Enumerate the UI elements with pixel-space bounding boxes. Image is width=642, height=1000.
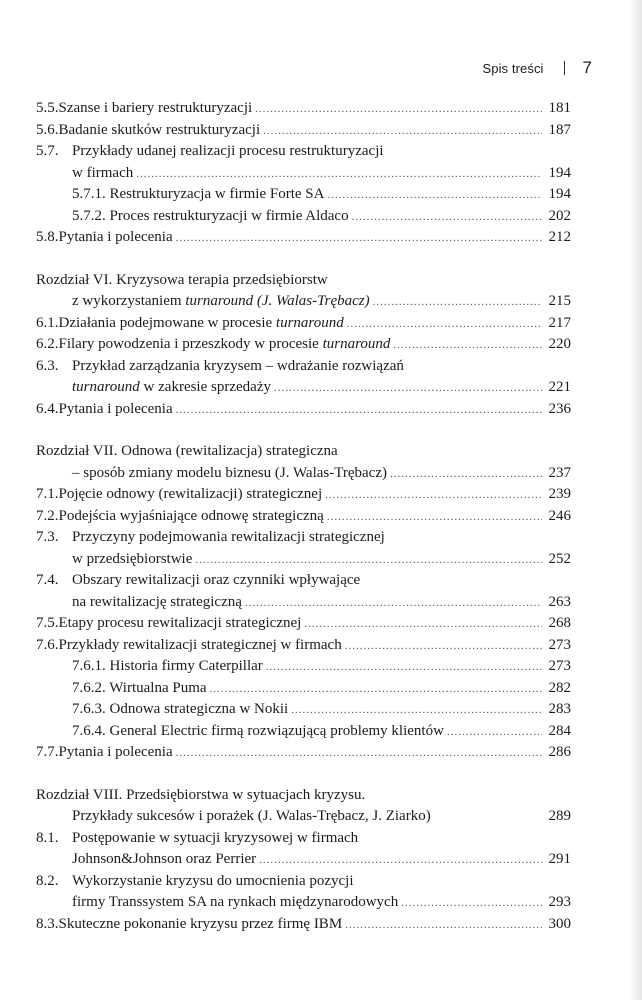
entry-page: 220 bbox=[548, 336, 571, 352]
toc-entry[interactable] bbox=[36, 828, 571, 850]
entry-page: 202 bbox=[548, 207, 571, 224]
entry-title: Badanie skutków restrukturyzacji bbox=[58, 121, 261, 138]
entry-title: Pytania i polecenia bbox=[58, 744, 173, 760]
toc-entry-continuation[interactable] bbox=[36, 849, 571, 871]
dot-leader bbox=[325, 485, 542, 507]
chapter-heading-continuation[interactable] bbox=[36, 291, 571, 313]
toc-entry[interactable] bbox=[36, 120, 571, 142]
toc-entry[interactable] bbox=[36, 356, 571, 378]
toc-entry[interactable] bbox=[36, 399, 571, 421]
entry-title: Przykłady rewitalizacji strategicznej w firmach bbox=[58, 636, 342, 653]
toc-subentry[interactable] bbox=[36, 699, 571, 721]
entry-number: 8.3. bbox=[36, 915, 59, 932]
running-header-title: Spis treści bbox=[482, 61, 544, 76]
entry-number: 6.2. bbox=[36, 336, 59, 352]
toc-entry-continuation[interactable] bbox=[36, 549, 571, 571]
entry-number: 5.5. bbox=[36, 100, 59, 116]
entry-page: 194 bbox=[548, 186, 571, 202]
entry-page: 268 bbox=[548, 615, 571, 631]
entry-title-text: w zakresie sprzedaży bbox=[139, 379, 271, 395]
running-header bbox=[482, 58, 592, 78]
entry-page: 273 bbox=[548, 658, 571, 674]
entry-page: 293 bbox=[548, 894, 571, 910]
entry-number: 7.3. bbox=[36, 529, 59, 545]
toc-entry-continuation[interactable] bbox=[36, 892, 571, 914]
entry-page: 300 bbox=[548, 915, 571, 932]
entry-page: 284 bbox=[548, 722, 571, 739]
entry-title: 7.6.3. Odnowa strategiczna w Nokii bbox=[72, 701, 289, 717]
chapter-title: Rozdział VI. Kryzysowa terapia przedsiębiorstw bbox=[36, 271, 328, 288]
entry-number: 6.1. bbox=[36, 314, 59, 331]
chapter-title: Rozdział VII. Odnowa (rewitalizacja) strategiczna bbox=[36, 443, 338, 459]
entry-title: Przykłady udanej realizacji procesu restrukturyzacji bbox=[72, 143, 384, 159]
entry-title-text: Działania podejmowane w procesie bbox=[58, 314, 276, 331]
toc-entry-continuation[interactable] bbox=[36, 377, 571, 399]
dot-leader bbox=[263, 121, 542, 143]
dot-leader bbox=[245, 593, 542, 615]
dot-leader bbox=[210, 679, 542, 701]
chapter-heading[interactable] bbox=[36, 785, 571, 807]
toc-entry[interactable] bbox=[36, 570, 571, 592]
entry-title: 7.6.1. Historia firmy Caterpillar bbox=[72, 658, 263, 674]
dot-leader bbox=[176, 743, 542, 765]
entry-title: Pojęcie odnowy (rewitalizacji) strategicznej bbox=[58, 486, 323, 502]
chapter-heading-continuation[interactable] bbox=[36, 463, 571, 485]
entry-title: Skuteczne pokonanie kryzysu przez firmę IBM bbox=[58, 915, 343, 932]
chapter-heading[interactable] bbox=[36, 270, 571, 292]
dot-leader bbox=[327, 185, 542, 207]
entry-page: 239 bbox=[548, 486, 571, 502]
entry-title: Etapy procesu rewitalizacji strategicznej bbox=[58, 615, 302, 631]
entry-page: 221 bbox=[548, 379, 571, 395]
dot-leader bbox=[327, 507, 542, 529]
toc-entry[interactable] bbox=[36, 227, 571, 249]
dot-leader bbox=[447, 722, 542, 744]
page-number: 7 bbox=[582, 58, 592, 77]
dot-leader bbox=[304, 614, 542, 636]
chapter-page: 289 bbox=[548, 808, 571, 824]
chapter-page: 215 bbox=[548, 293, 571, 309]
chapter-title-author: (J. Walas-Trębacz) bbox=[253, 293, 370, 309]
entry-page: 194 bbox=[548, 164, 571, 181]
dot-leader bbox=[291, 700, 542, 722]
header-separator bbox=[564, 61, 565, 75]
entry-number: 7.7. bbox=[36, 744, 59, 760]
toc-entry[interactable] bbox=[36, 98, 571, 120]
table-of-contents bbox=[36, 98, 571, 935]
dot-leader bbox=[401, 893, 542, 915]
chapter-heading[interactable] bbox=[36, 441, 571, 463]
entry-number: 5.7. bbox=[36, 143, 59, 159]
dot-leader bbox=[136, 164, 542, 186]
toc-entry[interactable] bbox=[36, 313, 571, 335]
entry-page: 273 bbox=[548, 636, 571, 653]
entry-page: 217 bbox=[548, 314, 571, 331]
entry-page: 187 bbox=[548, 121, 571, 138]
entry-page: 252 bbox=[548, 550, 571, 567]
chapter-title-part: z wykorzystaniem bbox=[72, 293, 186, 309]
entry-title: Pytania i polecenia bbox=[58, 229, 173, 245]
dot-leader bbox=[176, 228, 542, 250]
chapter-heading-continuation[interactable] bbox=[36, 806, 571, 828]
entry-title: Obszary rewitalizacji oraz czynniki wpływające bbox=[72, 572, 361, 588]
entry-number: 6.3. bbox=[36, 357, 59, 374]
dot-leader bbox=[195, 550, 542, 572]
toc-entry[interactable] bbox=[36, 613, 571, 635]
entry-page: 283 bbox=[548, 701, 571, 717]
entry-number: 5.8. bbox=[36, 229, 59, 245]
dot-leader bbox=[266, 657, 542, 679]
dot-leader bbox=[393, 335, 542, 357]
dot-leader bbox=[347, 314, 542, 336]
entry-title: Wykorzystanie kryzysu do umocnienia pozycji bbox=[72, 872, 354, 889]
entry-number: 7.2. bbox=[36, 507, 59, 524]
toc-entry[interactable] bbox=[36, 871, 571, 893]
entry-number: 7.4. bbox=[36, 572, 59, 588]
chapter-title-italic: turnaround bbox=[185, 293, 254, 309]
entry-page: 181 bbox=[548, 100, 571, 116]
chapter-page: 237 bbox=[548, 464, 571, 481]
toc-subentry[interactable] bbox=[36, 184, 571, 206]
dot-leader bbox=[345, 636, 542, 658]
entry-number: 6.4. bbox=[36, 400, 59, 417]
chapter-title: Rozdział VIII. Przedsiębiorstwa w sytuacjach kryzysu. bbox=[36, 786, 366, 803]
entry-title-italic: turnaround bbox=[72, 379, 140, 395]
toc-entry[interactable] bbox=[36, 742, 571, 764]
entry-page: 286 bbox=[548, 744, 571, 760]
entry-title bbox=[59, 334, 391, 356]
entry-page: 236 bbox=[548, 400, 571, 417]
entry-page: 291 bbox=[548, 851, 571, 867]
entry-title: 7.6.4. General Electric firmą rozwiązującą problemy klientów bbox=[72, 722, 444, 739]
entry-title: Szanse i bariery restrukturyzacji bbox=[58, 100, 253, 116]
entry-title: 5.7.1. Restrukturyzacja w firmie Forte SA bbox=[72, 186, 325, 202]
entry-title: 7.6.2. Wirtualna Puma bbox=[72, 679, 207, 696]
toc-entry[interactable] bbox=[36, 484, 571, 506]
dot-leader bbox=[352, 207, 542, 229]
toc-entry[interactable] bbox=[36, 914, 571, 936]
chapter-title bbox=[72, 291, 370, 313]
entry-title: Johnson&Johnson oraz Perrier bbox=[72, 851, 257, 867]
toc-entry-continuation[interactable] bbox=[36, 163, 571, 185]
entry-number: 8.2. bbox=[36, 872, 59, 889]
entry-title-italic: turnaround bbox=[275, 314, 344, 331]
dot-leader bbox=[373, 292, 542, 314]
entry-title bbox=[59, 313, 344, 335]
entry-number: 7.6. bbox=[36, 636, 59, 653]
entry-page: 246 bbox=[548, 507, 571, 524]
dot-leader bbox=[259, 850, 542, 872]
entry-title: w firmach bbox=[72, 164, 134, 181]
chapter-title: – sposób zmiany modelu biznesu (J. Walas-Trębacz) bbox=[72, 464, 387, 481]
toc-subentry[interactable] bbox=[36, 721, 571, 743]
toc-subentry[interactable] bbox=[36, 678, 571, 700]
entry-title: na rewitalizację strategiczną bbox=[72, 593, 242, 610]
entry-number: 7.5. bbox=[36, 615, 59, 631]
entry-number: 8.1. bbox=[36, 829, 59, 846]
page-gutter-shadow bbox=[628, 0, 642, 1000]
dot-leader bbox=[390, 464, 542, 486]
toc-entry[interactable] bbox=[36, 527, 571, 549]
chapter-title: Przykłady sukcesów i porażek (J. Walas-Trębacz, J. Ziarko) bbox=[72, 808, 431, 824]
entry-page: 263 bbox=[548, 593, 571, 610]
toc-subentry[interactable] bbox=[36, 206, 571, 228]
entry-title: w przedsiębiorstwie bbox=[72, 550, 193, 567]
toc-entry[interactable] bbox=[36, 506, 571, 528]
entry-number: 5.6. bbox=[36, 121, 59, 138]
entry-title: Postępowanie w sytuacji kryzysowej w firmach bbox=[72, 829, 359, 846]
entry-title: Podejścia wyjaśniające odnowę strategiczną bbox=[58, 507, 324, 524]
toc-entry[interactable] bbox=[36, 141, 571, 163]
toc-entry[interactable] bbox=[36, 635, 571, 657]
toc-entry-continuation[interactable] bbox=[36, 592, 571, 614]
entry-page: 212 bbox=[548, 229, 571, 245]
dot-leader bbox=[176, 400, 542, 422]
entry-title-italic: turnaround bbox=[322, 336, 391, 352]
entry-title: Pytania i polecenia bbox=[58, 400, 173, 417]
entry-page: 282 bbox=[548, 679, 571, 696]
dot-leader bbox=[345, 915, 542, 937]
toc-entry[interactable] bbox=[36, 334, 571, 356]
dot-leader bbox=[255, 99, 542, 121]
toc-subentry[interactable] bbox=[36, 656, 571, 678]
entry-title bbox=[72, 377, 271, 399]
dot-leader bbox=[274, 378, 542, 400]
entry-title-text: Filary powodzenia i przeszkody w procesie bbox=[58, 336, 323, 352]
entry-title: 5.7.2. Proces restrukturyzacji w firmie Aldaco bbox=[72, 207, 349, 224]
entry-title: firmy Transsystem SA na rynkach międzynarodowych bbox=[72, 894, 399, 910]
entry-title: Przyczyny podejmowania rewitalizacji strategicznej bbox=[72, 529, 385, 545]
entry-title: Przykład zarządzania kryzysem – wdrażanie rozwiązań bbox=[72, 357, 404, 374]
entry-number: 7.1. bbox=[36, 486, 59, 502]
